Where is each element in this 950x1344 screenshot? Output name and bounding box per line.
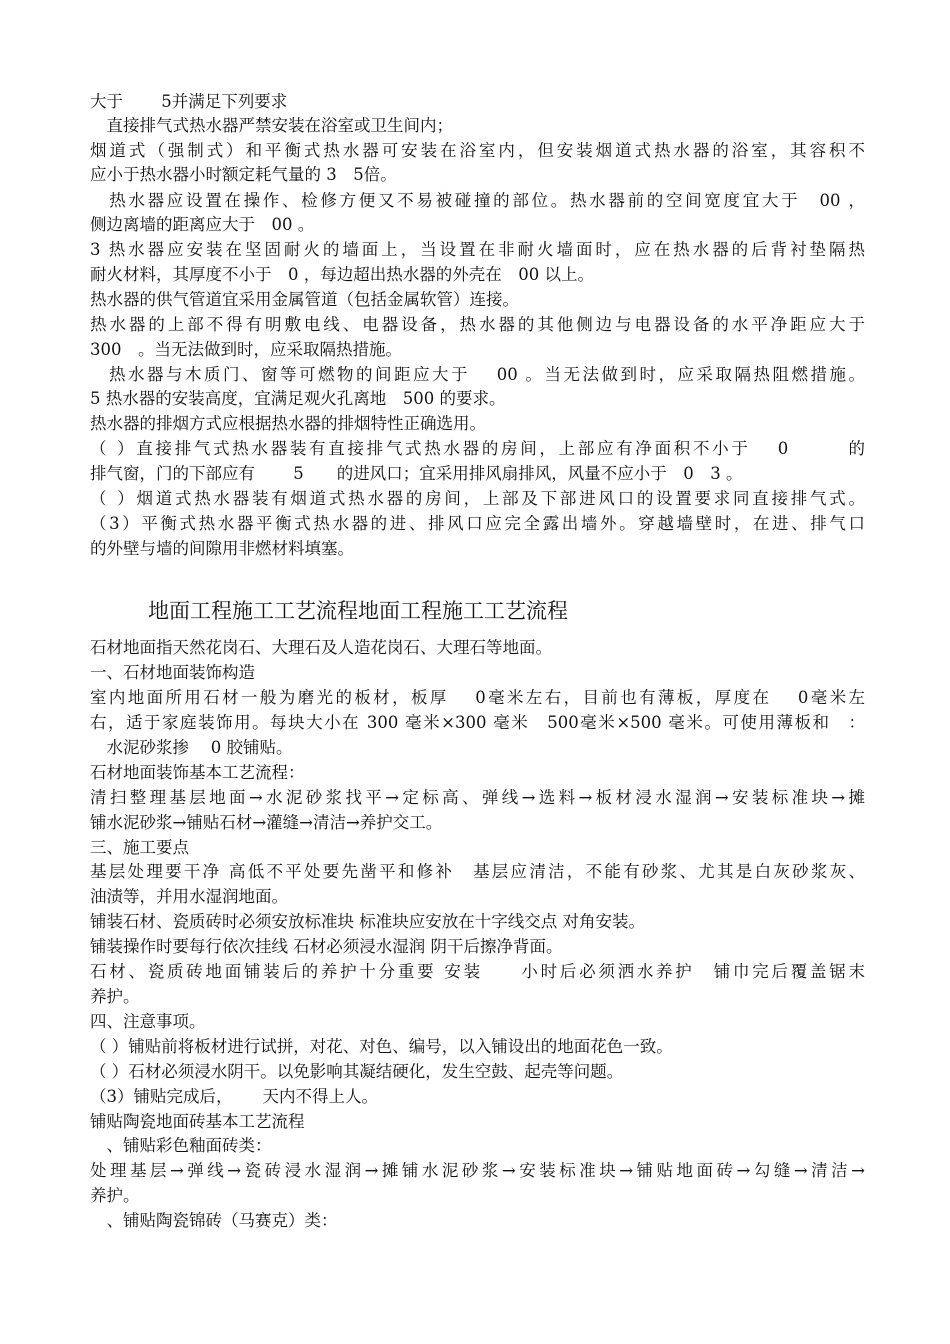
- paragraph-line: 、铺贴陶瓷锦砖（马赛克）类：: [90, 1211, 338, 1230]
- paragraph-line: （ ）烟道式热水器装有烟道式热水器的房间，上部及下部进风口的设置要求同直接排气式。: [90, 489, 865, 508]
- paragraph-line: 三、施工要点: [90, 838, 189, 857]
- paragraph-line: （ ）直接排气式热水器装有直接排气式热水器的房间，上部应有净面积不小于 0 的: [90, 439, 865, 458]
- paragraph-line: 、铺贴彩色釉面砖类：: [90, 1136, 272, 1155]
- paragraph-line: （ ）石材必须浸水阴干。以免影响其凝结硬化，发生空鼓、起壳等问题。: [90, 1062, 624, 1081]
- paragraph-line: 铺装操作时要每行依次挂线 石材必须浸水湿润 阴干后擦净背面。: [90, 937, 563, 956]
- paragraph-line: 热水器应设置在操作、检修方便又不易被碰撞的部位。热水器前的空间宽度宜大于 00 ，: [90, 191, 865, 210]
- paragraph-line: 处理基层→弹线→瓷砖浸水湿润→摊铺水泥砂浆→安装标准块→铺贴地面砖→勾缝→清洁→: [90, 1161, 865, 1180]
- paragraph-line: 热水器的排烟方式应根据热水器的排烟特性正确选用。: [90, 414, 486, 433]
- paragraph-line: 基层处理要干净 高低不平处要先凿平和修补 基层应清洁，不能有砂浆、尤其是白灰砂浆灰、: [90, 862, 865, 881]
- paragraph-line: 侧边离墙的距离应大于 00 。: [90, 215, 315, 234]
- paragraph-line: 的外壁与墙的间隙用非燃材料填塞。: [90, 539, 354, 558]
- paragraph-line: 排气窗，门的下部应有 5 的进风口；宜采用排风扇排风，风量不应小于 0 3 。: [90, 464, 743, 483]
- paragraph-line: 直接排气式热水器严禁安装在浴室或卫生间内；: [90, 116, 453, 135]
- paragraph-line: 清扫整理基层地面→水泥砂浆找平→定标高、弹线→选料→板材浸水湿润→安装标准块→摊: [90, 788, 865, 807]
- paragraph-line: 油渍等，并用水湿润地面。: [90, 887, 288, 906]
- paragraph-line: 应小于热水器小时额定耗气量的 3 5倍。: [90, 165, 397, 184]
- paragraph-line: 室内地面所用石材一般为磨光的板材，板厚 0毫米左右，目前也有薄板，厚度在 0毫米左: [90, 688, 865, 707]
- section-title: 地面工程施工工艺流程地面工程施工工艺流程: [148, 599, 568, 623]
- paragraph-line: 水泥砂浆掺 0 胶铺贴。: [90, 738, 293, 757]
- paragraph-line: 养护。: [90, 1186, 140, 1205]
- paragraph-line: 右，适于家庭装饰用。每块大小在 300 毫米×300 毫米 500毫米×500 毫米。可使用薄板和 ：: [90, 713, 865, 732]
- paragraph-line: 300 。当无法做到时，应采取隔热措施。: [90, 340, 402, 359]
- paragraph-line: （3）铺贴完成后， 天内不得上人。: [90, 1087, 378, 1106]
- paragraph-line: 石材地面指天然花岗石、大理石及人造花岗石、大理石等地面。: [90, 638, 552, 657]
- paragraph-line: 热水器的上部不得有明敷电线、电器设备，热水器的其他侧边与电器设备的水平净距应大于: [90, 315, 865, 334]
- paragraph-line: 烟道式（强制式）和平衡式热水器可安装在浴室内，但安装烟道式热水器的浴室，其容积不: [90, 141, 865, 160]
- paragraph-line: 耐火材料，其厚度不小于 0 ，每边超出热水器的外壳在 00 以上。: [90, 265, 594, 284]
- paragraph-line: 养护。: [90, 987, 140, 1006]
- paragraph-line: 3 热水器应安装在坚固耐火的墙面上，当设置在非耐火墙面时，应在热水器的后背衬垫隔热: [90, 240, 865, 259]
- paragraph-line: 石材、瓷质砖地面铺装后的养护十分重要 安装 小时后必须洒水养护 铺巾完后覆盖锯末: [90, 962, 865, 981]
- paragraph-line: 热水器的供气管道宜采用金属管道（包括金属软管）连接。: [90, 290, 519, 309]
- paragraph-line: 热水器与木质门、窗等可燃物的间距应大于 00 。当无法做到时，应采取隔热阻燃措施。: [90, 365, 865, 384]
- paragraph-line: 铺水泥砂浆→铺贴石材→灌缝→清洁→养护交工。: [90, 813, 443, 832]
- paragraph-line: 四、注意事项。: [90, 1012, 206, 1031]
- paragraph-line: （3）平衡式热水器平衡式热水器的进、排风口应完全露出墙外。穿越墙壁时，在进、排气口: [90, 514, 865, 533]
- paragraph-line: 石材地面装饰基本工艺流程：: [90, 763, 305, 782]
- paragraph-line: 铺贴陶瓷地面砖基本工艺流程: [90, 1112, 305, 1131]
- paragraph-line: 铺装石材、瓷质砖时必须安放标准块 标准块应安放在十字线交点 对角安装。: [90, 912, 645, 931]
- paragraph-line: （ ）铺贴前将板材进行试拼，对花、对色、编号，以入铺设出的地面花色一致。: [90, 1037, 673, 1056]
- paragraph-line: 一、石材地面装饰构造: [90, 663, 255, 682]
- paragraph-line: 大于 5并满足下列要求: [90, 92, 288, 111]
- paragraph-line: 5 热水器的安装高度，宜满足观火孔离地 500 的要求。: [90, 389, 506, 408]
